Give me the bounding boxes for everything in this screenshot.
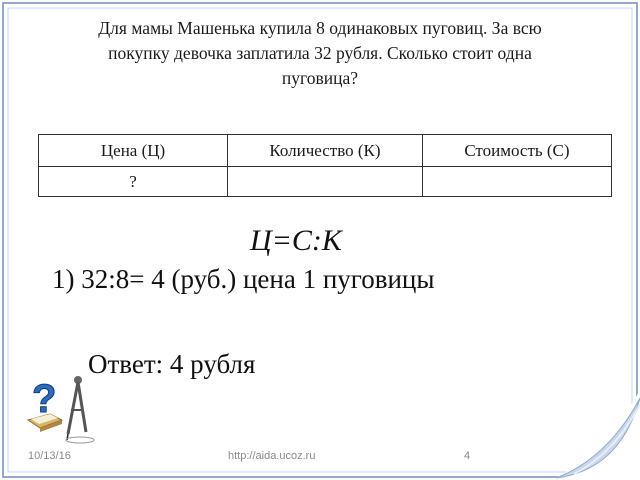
data-table: [38, 134, 612, 197]
page-curl: [530, 390, 640, 480]
problem-text: [40, 16, 600, 91]
header-cost: Стоимость (С): [422, 135, 611, 167]
svg-text:?: ?: [32, 377, 57, 421]
header-quantity: Количество (К): [228, 135, 423, 167]
table-row: [39, 167, 612, 197]
problem-line-2: покупку девочка заплатила 32 рубля. Сколько стоит одна: [108, 43, 532, 63]
footer-url[interactable]: http://aida.ucoz.ru: [228, 450, 316, 462]
question-book-compass-icon: [22, 366, 102, 446]
header-price: Цена (Ц): [39, 135, 228, 167]
problem-line-1: Для мамы Машенька купила 8 одинаковых пуговиц. За всю: [98, 18, 542, 38]
problem-line-3: пуговица?: [281, 68, 359, 88]
footer-date: 10/13/16: [28, 450, 71, 462]
answer-text: Ответ: 4 рубля: [88, 349, 256, 379]
cell-price: ?: [39, 167, 228, 197]
formula: Ц=С:К: [250, 224, 342, 257]
cell-cost: [422, 167, 611, 197]
cell-quantity: [228, 167, 423, 197]
table-header-row: [39, 135, 612, 167]
footer-page-number: 4: [464, 450, 471, 462]
solution-step-1: 1) 32:8= 4 (руб.) цена 1 пуговицы: [52, 264, 435, 294]
